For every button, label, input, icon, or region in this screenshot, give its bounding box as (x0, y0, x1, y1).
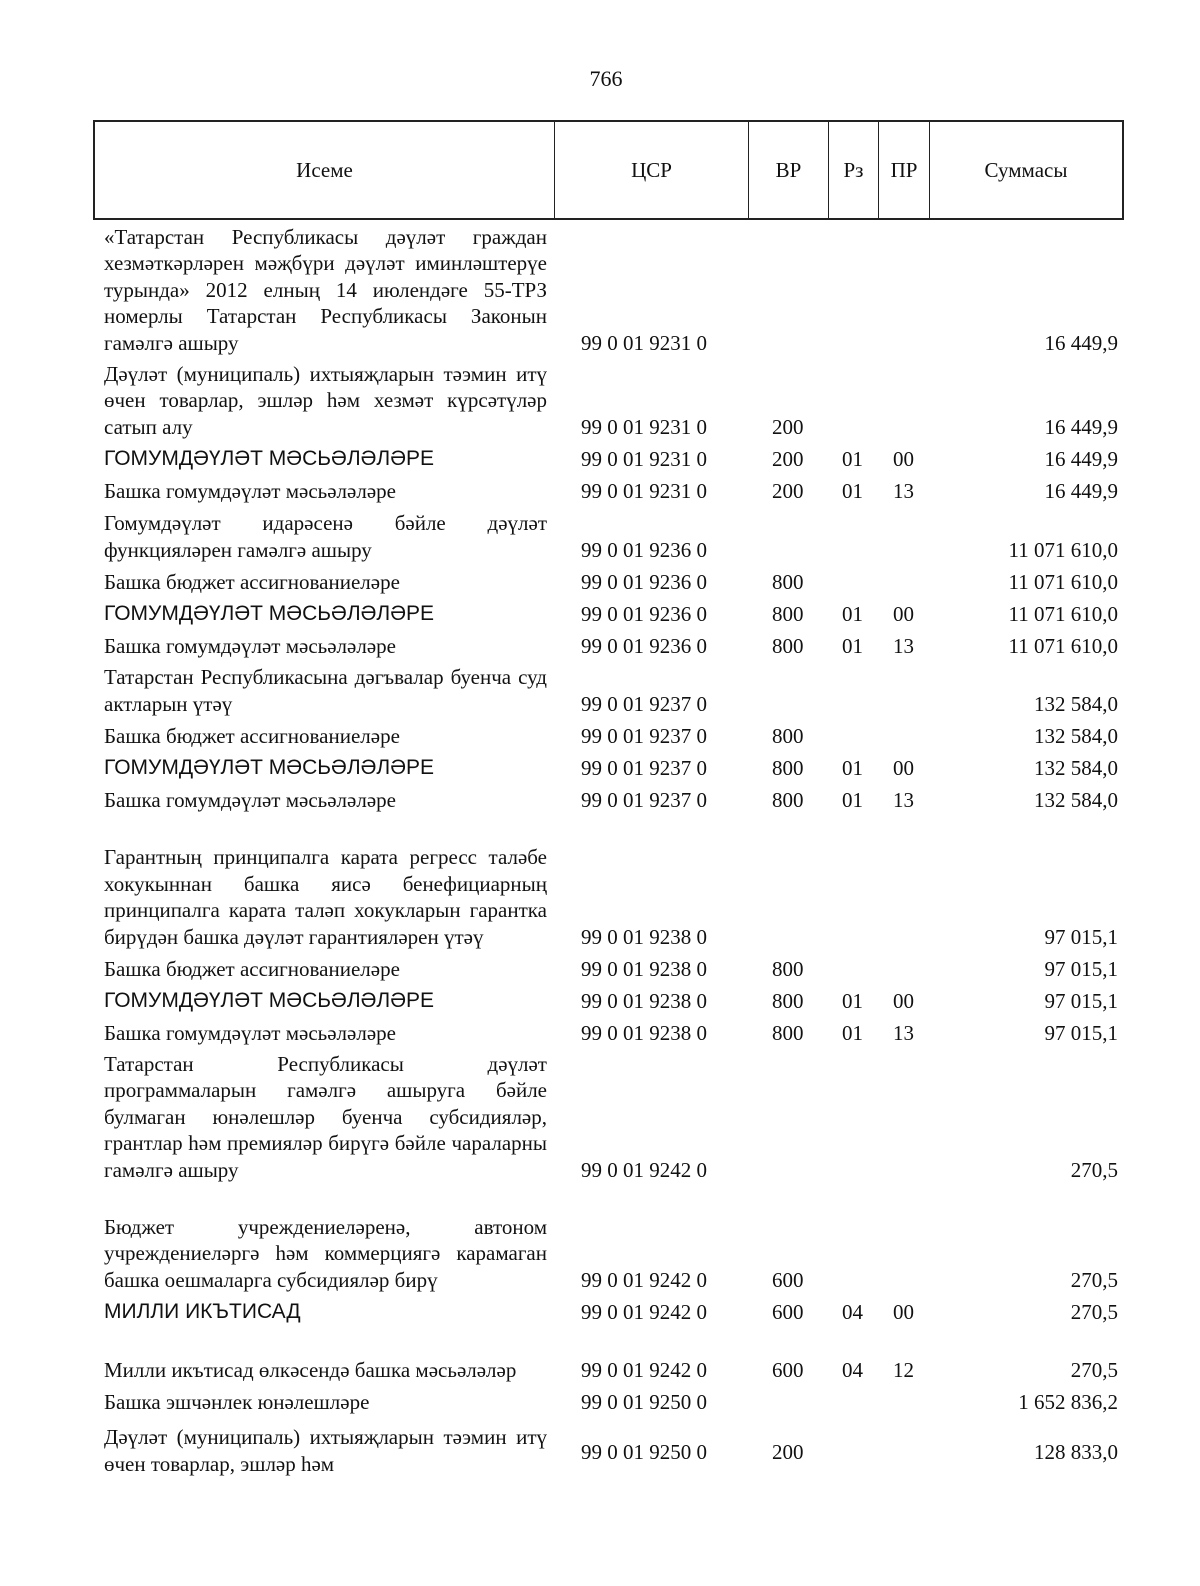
row-name: Милли икътисад өлкәсендә башка мәсьәләләр (104, 1357, 517, 1382)
row-sum: 11 071 610,0 (1008, 570, 1118, 594)
row-vr: 800 (772, 634, 804, 658)
row-csr: 99 0 01 9231 0 (581, 479, 707, 503)
row-name: Дәүләт (муниципаль) ихтыяҗларын тәэмин итү өчен товарлар, эшләр һәм (104, 1425, 547, 1476)
row-name: «Татарстан Республикасы дәүләт граждан хезмәткәрләрен мәҗбүри дәүләт иминләштерүе турында» 2012 елның 14 июлендәге 55-ТРЗ номерлы Татарстан Республикасы Законын гамәлгә ашыру (104, 224, 547, 355)
row-pr: 13 (893, 479, 914, 503)
row-sum: 11 071 610,0 (1008, 538, 1118, 562)
row-pr: 13 (893, 634, 914, 658)
row-vr: 600 (772, 1358, 804, 1382)
row-sum: 97 015,1 (1044, 989, 1118, 1013)
row-name: Башка гомумдәүләт мәсьәләләре (104, 478, 396, 503)
header-name: Исеме (95, 122, 555, 218)
row-pr: 00 (893, 989, 914, 1013)
row-rz: 01 (842, 1021, 863, 1045)
row-csr: 99 0 01 9237 0 (581, 788, 707, 812)
row-pr: 00 (893, 602, 914, 626)
row-vr: 800 (772, 756, 804, 780)
table-body (0, 222, 1200, 1479)
table-row (0, 358, 1200, 442)
header-pr: ПР (879, 122, 930, 218)
table-row (0, 751, 1200, 783)
row-csr: 99 0 01 9238 0 (581, 1021, 707, 1045)
row-vr: 600 (772, 1300, 804, 1324)
table-row (0, 952, 1200, 984)
row-csr: 99 0 01 9242 0 (581, 1358, 707, 1382)
row-name: Бюджет учреждениеләренә, автоном учреждениеләргә һәм коммерциягә карамаган башка оешмаларга субсидияләр бирү (104, 1214, 547, 1292)
row-csr: 99 0 01 9231 0 (581, 447, 707, 471)
row-sum: 97 015,1 (1044, 957, 1118, 981)
row-sum: 11 071 610,0 (1008, 602, 1118, 626)
row-sum: 16 449,9 (1044, 415, 1118, 439)
row-sum: 270,5 (1070, 1158, 1118, 1182)
page-number: 766 (589, 66, 623, 91)
row-vr: 200 (772, 447, 804, 471)
row-csr: 99 0 01 9237 0 (581, 756, 707, 780)
table-row (0, 783, 1200, 815)
row-sum: 132 584,0 (1034, 724, 1118, 748)
row-rz: 01 (842, 634, 863, 658)
row-name: МИЛЛИ ИКЪТИСАД (104, 1299, 301, 1323)
row-name: Дәүләт (муниципаль) ихтыяҗларын тәэмин итү өчен товарлар, эшләр һәм хезмәт күрсәтүләр сатып алу (104, 361, 547, 439)
row-vr: 800 (772, 570, 804, 594)
header-rz: Рз (829, 122, 879, 218)
row-sum: 270,5 (1070, 1358, 1118, 1382)
row-pr: 13 (893, 1021, 914, 1045)
table-row (0, 1295, 1200, 1327)
row-name: ГОМУМДӘҮЛӘТ МӘСЬӘЛӘЛӘРЕ (104, 446, 435, 470)
row-name: Гомумдәүләт идарәсенә бәйле дәүләт функцияләрен гамәлгә ашыру (104, 511, 547, 562)
row-name: ГОМУМДӘҮЛӘТ МӘСЬӘЛӘЛӘРЕ (104, 755, 435, 779)
row-vr: 600 (772, 1268, 804, 1292)
header-sum: Суммасы (984, 157, 1068, 182)
row-csr: 99 0 01 9238 0 (581, 925, 707, 949)
row-vr: 800 (772, 957, 804, 981)
row-name: Башка гомумдәүләт мәсьәләләре (104, 1020, 396, 1045)
table-row (0, 815, 1200, 952)
row-sum: 128 833,0 (1034, 1440, 1118, 1464)
row-vr: 800 (772, 788, 804, 812)
table-row (0, 1185, 1200, 1295)
row-name: Гарантның принципалга карата регресс таләбе хокукыннан башка яисә бенефициарның принципалга карата таләп хокукларын гарантка бирүдән башка дәүләт гарантияләрен үтәү (104, 845, 547, 949)
row-name: Татарстан Республикасы дәүләт программаларын гамәлгә ашыруга бәйле булмаган юнәлешләр буенча субсидияләр, грантлар һәм премияләр бирүгә бәйле чараларны гамәлгә ашыру (104, 1051, 547, 1182)
row-name: ГОМУМДӘҮЛӘТ МӘСЬӘЛӘЛӘРЕ (104, 601, 435, 625)
row-rz: 04 (842, 1300, 863, 1324)
row-sum: 97 015,1 (1044, 1021, 1118, 1045)
row-rz: 01 (842, 756, 863, 780)
header-vr: ВР (749, 122, 829, 218)
row-sum: 132 584,0 (1034, 756, 1118, 780)
row-vr: 800 (772, 724, 804, 748)
row-vr: 200 (772, 415, 804, 439)
row-name: Башка гомумдәүләт мәсьәләләре (104, 787, 396, 812)
row-sum: 97 015,1 (1044, 925, 1118, 949)
header-csr: ЦСР (555, 122, 749, 218)
row-name: Башка бюджет ассигнованиеләре (104, 723, 400, 748)
table-row (0, 661, 1200, 719)
row-rz: 01 (842, 479, 863, 503)
table-header (93, 120, 1124, 220)
row-vr: 800 (772, 602, 804, 626)
row-pr: 00 (893, 1300, 914, 1324)
row-vr: 200 (772, 479, 804, 503)
row-rz: 01 (842, 788, 863, 812)
row-csr: 99 0 01 9238 0 (581, 989, 707, 1013)
row-vr: 800 (772, 1021, 804, 1045)
row-csr: 99 0 01 9250 0 (581, 1390, 707, 1414)
table-row (0, 629, 1200, 661)
row-name: ГОМУМДӘҮЛӘТ МӘСЬӘЛӘЛӘРЕ (104, 988, 435, 1012)
row-sum: 11 071 610,0 (1008, 634, 1118, 658)
table-row (0, 597, 1200, 629)
row-rz: 04 (842, 1358, 863, 1382)
table-row (0, 1048, 1200, 1185)
row-sum: 270,5 (1070, 1300, 1118, 1324)
row-sum: 132 584,0 (1034, 692, 1118, 716)
row-csr: 99 0 01 9237 0 (581, 692, 707, 716)
row-name: Башка бюджет ассигнованиеләре (104, 956, 400, 981)
table-row (0, 719, 1200, 751)
table-row (0, 506, 1200, 565)
row-sum: 16 449,9 (1044, 447, 1118, 471)
row-sum: 16 449,9 (1044, 331, 1118, 355)
row-rz: 01 (842, 447, 863, 471)
row-csr: 99 0 01 9236 0 (581, 538, 707, 562)
row-csr: 99 0 01 9238 0 (581, 957, 707, 981)
row-name: Башка бюджет ассигнованиеләре (104, 569, 400, 594)
table-row (0, 474, 1200, 506)
row-pr: 12 (893, 1358, 914, 1382)
table-row (0, 1016, 1200, 1048)
row-sum: 1 652 836,2 (1018, 1390, 1118, 1414)
row-vr: 200 (772, 1440, 804, 1464)
table-row (0, 1417, 1200, 1479)
row-csr: 99 0 01 9236 0 (581, 570, 707, 594)
row-rz: 01 (842, 989, 863, 1013)
row-pr: 00 (893, 756, 914, 780)
row-sum: 16 449,9 (1044, 479, 1118, 503)
row-pr: 00 (893, 447, 914, 471)
row-csr: 99 0 01 9242 0 (581, 1268, 707, 1292)
table-row (0, 565, 1200, 597)
row-rz: 01 (842, 602, 863, 626)
row-name: Башка гомумдәүләт мәсьәләләре (104, 633, 396, 658)
table-row (0, 1385, 1200, 1417)
row-vr: 800 (772, 989, 804, 1013)
row-pr: 13 (893, 788, 914, 812)
row-csr: 99 0 01 9237 0 (581, 724, 707, 748)
row-csr: 99 0 01 9250 0 (581, 1440, 707, 1464)
row-csr: 99 0 01 9231 0 (581, 331, 707, 355)
row-name: Татарстан Республикасына дәгъвалар буенча суд актларын үтәү (104, 665, 547, 716)
table-row (0, 984, 1200, 1016)
row-csr: 99 0 01 9236 0 (581, 602, 707, 626)
row-csr: 99 0 01 9242 0 (581, 1300, 707, 1324)
table-row (0, 222, 1200, 358)
row-sum: 270,5 (1070, 1268, 1118, 1292)
row-csr: 99 0 01 9231 0 (581, 415, 707, 439)
row-sum: 132 584,0 (1034, 788, 1118, 812)
row-csr: 99 0 01 9236 0 (581, 634, 707, 658)
table-row (0, 442, 1200, 474)
row-csr: 99 0 01 9242 0 (581, 1158, 707, 1182)
row-name: Башка эшчәнлек юнәлешләре (104, 1389, 370, 1414)
table-row (0, 1327, 1200, 1385)
